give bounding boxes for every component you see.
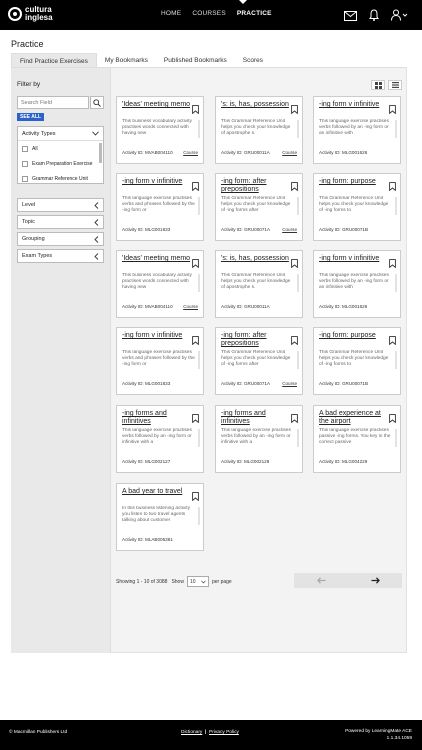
exercise-card[interactable] <box>116 405 204 473</box>
checkbox[interactable] <box>22 161 28 167</box>
active-nav-caret-icon <box>239 0 247 4</box>
logo-mark-icon <box>8 7 22 21</box>
card-title[interactable]: 's: is, has, possession <box>221 255 289 262</box>
chevron-left-icon <box>94 219 99 226</box>
filter-by-label: Filter by <box>17 81 41 88</box>
top-navbar <box>0 0 422 30</box>
card-title[interactable]: -ing form: after prepositions <box>221 178 267 193</box>
card-activity-id: Activity ID: MLG002127 <box>122 459 171 464</box>
card-activity-id: Activity ID: MLAB005381 <box>122 537 173 542</box>
card-activity-id: Activity ID: GRU00071A <box>221 381 271 386</box>
bookmark-icon[interactable] <box>389 410 396 428</box>
search-field-input[interactable] <box>17 96 89 109</box>
card-activity-id: Activity ID: GRU00011A <box>221 304 270 309</box>
checkbox[interactable] <box>22 176 28 182</box>
grid-view-icon <box>375 82 382 89</box>
search-button[interactable] <box>90 96 104 109</box>
practice-tabs <box>11 53 407 68</box>
card-activity-id: Activity ID: MVAB004110 <box>122 304 173 309</box>
list-view-toggle[interactable] <box>388 80 402 90</box>
card-activity-id: Activity ID: MLG001626 <box>319 150 368 155</box>
card-description: This Grammar Reference Unit helps you check your knowledge of apostrophe s. <box>221 273 291 290</box>
card-scrollbar[interactable] <box>395 120 397 138</box>
exercise-card[interactable] <box>313 250 401 318</box>
card-scrollbar[interactable] <box>198 429 200 447</box>
arrow-right-icon <box>371 577 380 584</box>
card-activity-id: Activity ID: GRU00011A <box>221 150 270 155</box>
header-icons <box>332 8 408 26</box>
card-activity-id: Activity ID: MLG001626 <box>319 304 368 309</box>
dictionary-link[interactable]: Dictionary <box>181 730 203 735</box>
main-nav <box>161 10 283 17</box>
footer-links <box>181 730 239 735</box>
exercise-card[interactable] <box>116 483 204 551</box>
card-title[interactable]: 'Ideas' meeting memo <box>122 255 191 262</box>
activity-type-option-grammar-ref[interactable]: Grammar Reference Unit <box>18 171 103 186</box>
footer <box>0 720 422 750</box>
bookmark-icon[interactable] <box>192 410 199 428</box>
exercise-card[interactable] <box>116 250 204 318</box>
card-scrollbar[interactable] <box>395 351 397 369</box>
card-description: This language exercise practises verbs followed by an -ing form or infinitive with a <box>122 428 192 445</box>
bookmark-icon[interactable] <box>192 332 199 350</box>
bookmark-icon[interactable] <box>291 178 298 196</box>
arrow-left-icon <box>317 577 326 584</box>
exercise-card[interactable] <box>215 327 303 395</box>
activity-types-facet <box>17 126 104 184</box>
card-activity-id: Activity ID: MLG004229 <box>319 459 368 464</box>
card-description: This business vocabulary activity practises words connected with having new <box>122 273 192 290</box>
card-description: In this business listening activity you listen to two travel agents talking about customer <box>122 506 190 523</box>
card-course-link[interactable]: Course <box>183 150 198 155</box>
card-description: This language exercise practises verbs followed by an -ing form or infinitive with a <box>221 428 291 445</box>
bookmark-icon[interactable] <box>389 101 396 119</box>
privacy-policy-link[interactable]: Privacy Policy <box>209 730 239 735</box>
chevron-left-icon <box>94 253 99 260</box>
card-title[interactable]: A bad year to travel <box>122 488 183 495</box>
card-description: This language exercise practises verbs and phrases followed by the -ing form or <box>122 350 195 367</box>
card-scrollbar[interactable] <box>297 197 299 215</box>
card-scrollbar[interactable] <box>395 274 397 292</box>
user-icon[interactable] <box>391 8 408 26</box>
filter-sidebar <box>11 68 111 653</box>
card-activity-id: Activity ID: MVAB004110 <box>122 150 173 155</box>
bookmark-icon[interactable] <box>192 101 199 119</box>
card-title[interactable]: -ing form v infinitive <box>122 332 183 339</box>
chevron-down-icon <box>201 580 206 584</box>
search-icon <box>93 99 101 107</box>
card-description: This Grammar Reference Unit helps you check your knowledge of -ing forms after <box>221 350 291 367</box>
facet-exam-types[interactable]: Exam Types <box>17 249 104 263</box>
card-scrollbar[interactable] <box>198 274 200 292</box>
card-course-link[interactable]: Course <box>282 150 297 155</box>
nav-practice[interactable]: PRACTICE <box>236 10 272 17</box>
card-title[interactable]: A bad experience at the airport <box>319 410 381 425</box>
bookmark-icon[interactable] <box>389 255 396 273</box>
card-scrollbar[interactable] <box>198 120 200 138</box>
exercise-card[interactable] <box>313 173 401 241</box>
tab-published-bookmarks[interactable]: Published Bookmarks <box>163 57 227 64</box>
card-title[interactable]: -ing form v infinitive <box>122 178 183 185</box>
card-title[interactable]: -ing form: after prepositions <box>221 332 267 347</box>
copyright-text: © Macmillan Publishers Ltd <box>9 730 68 735</box>
card-scrollbar[interactable] <box>297 274 299 292</box>
bookmark-icon[interactable] <box>291 332 298 350</box>
card-activity-id: Activity ID: MLG002128 <box>221 459 270 464</box>
card-title[interactable]: -ing form: purpose <box>319 178 376 185</box>
tab-my-bookmarks[interactable]: My Bookmarks <box>104 57 148 64</box>
exercise-card[interactable] <box>116 173 204 241</box>
card-title[interactable]: -ing form v infinitive <box>319 101 380 108</box>
card-description: This Grammar Reference Unit helps you check your knowledge of -ing forms after <box>221 196 291 213</box>
bookmark-icon[interactable] <box>291 410 298 428</box>
card-description: This language exercise practises verbs followed by an -ing form or an infinitive with <box>319 273 389 290</box>
exercise-card[interactable] <box>215 250 303 318</box>
list-view-icon <box>392 82 399 88</box>
bookmark-icon[interactable] <box>389 332 396 350</box>
nav-home[interactable]: HOME <box>161 10 182 17</box>
card-description: This Grammar Reference Unit helps you check your knowledge of -ing forms to <box>319 196 389 213</box>
page-title: Practice <box>11 39 44 49</box>
card-course-link[interactable]: Course <box>183 304 198 309</box>
previous-page-button[interactable] <box>294 573 348 588</box>
card-scrollbar[interactable] <box>297 120 299 138</box>
card-activity-id: Activity ID: GRU00071B <box>319 227 369 232</box>
card-course-link[interactable]: Course <box>282 227 297 232</box>
show-label: Show <box>171 578 184 585</box>
card-activity-id: Activity ID: MLG001833 <box>122 381 171 386</box>
powered-by-text: Powered by LearningMate ACE <box>345 729 412 734</box>
activity-type-option-exam-prep[interactable]: Exam Preparation Exercise <box>18 156 103 171</box>
exercise-card[interactable] <box>215 405 303 473</box>
card-title[interactable]: 'Ideas' meeting memo <box>122 101 191 108</box>
nav-courses[interactable]: COURSES <box>192 10 226 17</box>
exercise-card[interactable] <box>313 96 401 164</box>
card-title[interactable]: -ing forms and infinitives <box>221 410 266 425</box>
card-activity-id: Activity ID: MLG001833 <box>122 227 171 232</box>
card-activity-id: Activity ID: GRU00071B <box>319 381 369 386</box>
facet-grouping[interactable]: Grouping <box>17 232 104 246</box>
card-title[interactable]: -ing form: purpose <box>319 332 376 339</box>
exercise-card[interactable] <box>313 405 401 473</box>
card-scrollbar[interactable] <box>395 429 397 447</box>
powered-by <box>345 728 412 742</box>
card-description: This language exercise practises verbs and phrases followed by the -ing form or <box>122 196 195 213</box>
grid-view-toggle[interactable] <box>371 80 385 90</box>
exercise-card[interactable] <box>116 96 204 164</box>
checkbox[interactable] <box>22 146 28 152</box>
activity-type-option-all[interactable]: All <box>18 141 103 156</box>
logo-text-line2: inglesa <box>25 13 53 22</box>
see-all-button[interactable]: SEE ALL <box>17 113 44 121</box>
card-description: This business vocabulary activity practises words connected with having new <box>122 119 192 136</box>
card-title[interactable]: 's: is, has, possession <box>221 101 289 108</box>
card-scrollbar[interactable] <box>395 197 397 215</box>
card-scrollbar[interactable] <box>198 351 200 369</box>
exercise-card[interactable] <box>215 96 303 164</box>
tab-find-practice-exercises[interactable]: Find Practice Exercises <box>11 53 97 67</box>
card-scrollbar[interactable] <box>297 429 299 447</box>
card-description: This Grammar Reference Unit helps you check your knowledge of -ing forms to <box>319 350 389 367</box>
card-activity-id: Activity ID: GRU00071A <box>221 227 271 232</box>
exercise-card[interactable] <box>116 327 204 395</box>
pagination-info <box>116 576 232 587</box>
facet-scrollbar[interactable] <box>99 143 102 163</box>
per-page-select[interactable]: 10 <box>187 576 209 587</box>
exercise-card[interactable] <box>313 327 401 395</box>
card-description: This language exercise practises passive -ing forms. You key in the correct passive <box>319 428 391 445</box>
chevron-down-icon <box>92 131 99 136</box>
card-title[interactable]: -ing forms and infinitives <box>122 410 167 425</box>
bell-icon[interactable] <box>369 8 379 26</box>
facet-topic[interactable]: Topic <box>17 215 104 229</box>
next-page-button[interactable] <box>348 573 402 588</box>
pagination-buttons <box>294 573 402 588</box>
card-description: This Grammar Reference Unit helps you check your knowledge of apostrophe s. <box>221 119 291 136</box>
bookmark-icon[interactable] <box>192 255 199 273</box>
activity-types-label: Activity Types <box>22 130 56 137</box>
card-scrollbar[interactable] <box>198 197 200 215</box>
card-description: This language exercise practises verbs followed by an -ing form or an infinitive with <box>319 119 389 136</box>
chevron-left-icon <box>94 236 99 243</box>
showing-count: Showing 1 - 10 of 3088 <box>116 578 168 585</box>
bookmark-icon[interactable] <box>291 255 298 273</box>
exercise-card[interactable] <box>215 173 303 241</box>
activity-types-header[interactable] <box>18 127 103 141</box>
logo-text-line1: cultura <box>25 5 52 14</box>
card-scrollbar[interactable] <box>297 351 299 369</box>
bookmark-icon[interactable] <box>291 101 298 119</box>
footer-separator: | <box>205 730 207 735</box>
bookmark-icon[interactable] <box>192 178 199 196</box>
tab-scores[interactable]: Scores <box>242 57 264 64</box>
mail-icon[interactable] <box>344 8 357 26</box>
bookmark-icon[interactable] <box>389 178 396 196</box>
bookmark-icon[interactable] <box>192 488 199 506</box>
card-scrollbar[interactable] <box>198 507 200 525</box>
per-page-label: per page <box>211 578 232 585</box>
facet-level[interactable]: Level <box>17 198 104 212</box>
version-text: 1.1.34.1059 <box>386 736 412 741</box>
cultura-inglesa-logo[interactable] <box>8 6 53 22</box>
card-title[interactable]: -ing form v infinitive <box>319 255 380 262</box>
chevron-left-icon <box>94 202 99 209</box>
card-course-link[interactable]: Course <box>282 381 297 386</box>
